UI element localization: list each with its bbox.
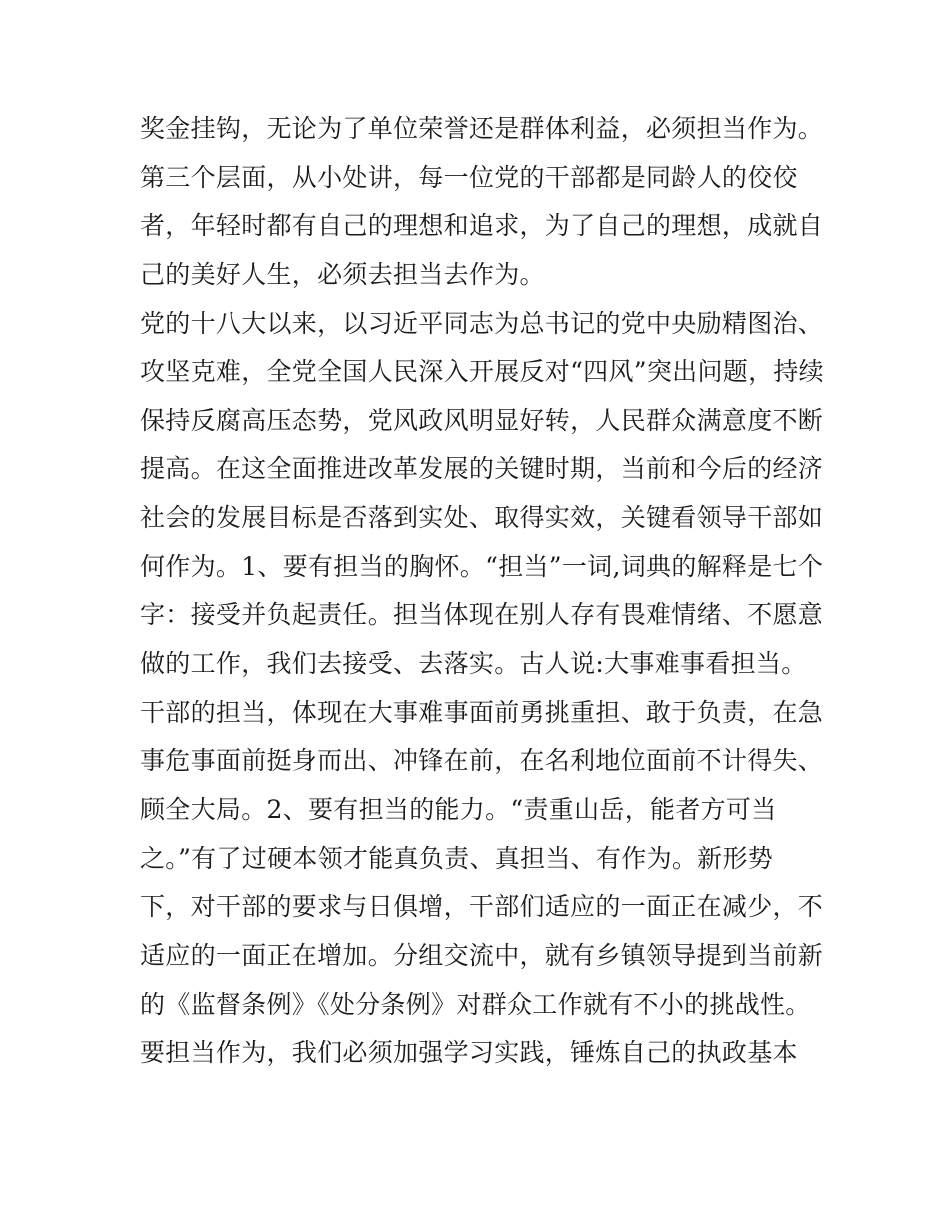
- text-line: 者，年轻时都有自己的理想和追求，为了自己的理想，成就自: [140, 211, 824, 241]
- text-line: 攻坚克难，全党全国人民深入开展反对“四风”突出问题，持续: [140, 357, 824, 387]
- text-line: 社会的发展目标是否落到实处、取得实效，关键看领导干部如: [140, 503, 824, 533]
- text-line: 适应的一面正在增加。分组交流中，就有乡镇领导提到当前新: [140, 940, 824, 970]
- text-line: 之。”有了过硬本领才能真负责、真担当、有作为。新形势: [140, 843, 774, 873]
- text-line: 提高。在这全面推进改革发展的关键时期，当前和今后的经济: [140, 454, 824, 484]
- text-line: 奖金挂钩，无论为了单位荣誉还是群体利益，必须担当作为。: [140, 114, 824, 143]
- text-line: 做的工作，我们去接受、去落实。古人说:大事难事看担当。: [140, 649, 807, 679]
- text-line: 顾全大局。2、要有担当的能力。“责重山岳，能者方可当: [140, 794, 777, 824]
- text-line: 何作为。1、要有担当的胸怀。“担当”一词,词典的解释是七个: [140, 551, 824, 581]
- text-line: 下，对干部的要求与日俱增，干部们适应的一面正在减少，不: [140, 892, 824, 922]
- text-line: 己的美好人生，必须去担当去作为。: [140, 259, 545, 289]
- text-line: 党的十八大以来，以习近平同志为总书记的党中央励精图治、: [140, 308, 824, 338]
- body-text: [140, 105, 840, 1078]
- text-line: 第三个层面，从小处讲，每一位党的干部都是同龄人的佼佼: [140, 162, 798, 192]
- text-line: 的《监督条例》《处分条例》对群众工作就有不小的挑战性。: [140, 989, 811, 1019]
- text-line: 字：接受并负起责任。担当体现在别人存有畏难情绪、不愿意: [140, 600, 824, 630]
- text-line: 保持反腐高压态势，党风政风明显好转，人民群众满意度不断: [140, 405, 824, 435]
- text-line: 干部的担当，体现在大事难事面前勇挑重担、敢于负责，在急: [140, 697, 824, 727]
- text-line: 要担当作为，我们必须加强学习实践，锤炼自己的执政基本: [140, 1038, 798, 1068]
- text-line: 事危事面前挺身而出、冲锋在前，在名利地位面前不计得失、: [140, 746, 824, 776]
